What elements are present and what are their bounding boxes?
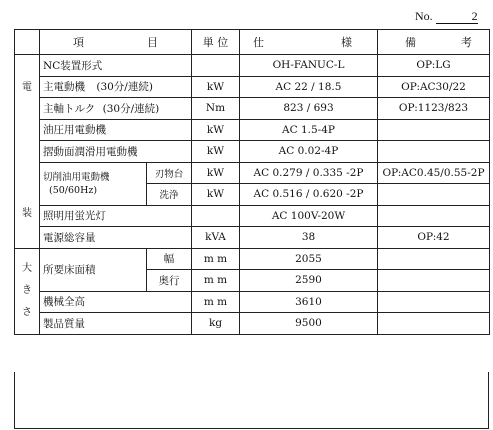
row-item: 照明用蛍光灯 [40,205,192,227]
blank-notes-area [14,372,489,429]
row-spec: OH-FANUC-L [240,55,378,77]
row-item: 所要床面積 [40,248,147,291]
page-number [415,9,478,24]
row-unit: kg [192,313,240,335]
row-subitem: 洗浄 [147,184,192,206]
row-item: 主電動機 (30分/連続) [40,76,192,98]
row-item: 油圧用電動機 [40,119,192,141]
spec-table [14,29,490,335]
row-remark [378,270,490,292]
row-unit [192,55,240,77]
row-remark [378,248,490,270]
table-row [15,227,490,249]
row-unit: kW [192,141,240,163]
table-row [15,141,490,163]
row-item: 製品質量 [40,313,192,335]
header-unit: 単 位 [192,30,240,55]
row-spec: 9500 [240,313,378,335]
row-remark [378,205,490,227]
row-item: 切削油用電動機 (50/60Hz) [40,162,147,205]
table-row [15,76,490,98]
row-item: 主軸トルク (30分/連続) [40,98,192,120]
row-spec: AC 0.02-4P [240,141,378,163]
table-row [15,248,490,270]
row-spec: 2590 [240,270,378,292]
row-spec: 823 / 693 [240,98,378,120]
row-unit: kW [192,76,240,98]
table-row [15,55,490,77]
row-remark: OP:1123/823 [378,98,490,120]
row-item: NC装置形式 [40,55,192,77]
row-subitem: 幅 [147,248,192,270]
row-unit: Nm [192,98,240,120]
row-unit: kW [192,162,240,184]
row-spec: AC 100V-20W [240,205,378,227]
row-item: 電源総容量 [40,227,192,249]
row-item: 摺動面潤滑用電動機 [40,141,192,163]
row-remark [378,291,490,313]
row-unit [192,205,240,227]
row-unit: kW [192,119,240,141]
row-unit: m m [192,291,240,313]
row-spec: 38 [240,227,378,249]
row-spec: 2055 [240,248,378,270]
row-unit: m m [192,270,240,292]
row-remark [378,119,490,141]
table-row [15,98,490,120]
header-row [15,30,490,55]
row-remark [378,184,490,206]
row-remark: OP:AC30/22 [378,76,490,98]
header-item: 項 目 [40,30,192,55]
row-remark [378,141,490,163]
page-number-label: No. [415,9,433,23]
table-row [15,119,490,141]
header-blank [15,30,40,55]
group-size: 大 き さ [15,248,40,334]
row-spec: AC 1.5-4P [240,119,378,141]
table-row [15,205,490,227]
header-spec: 仕 様 [240,30,378,55]
header-remarks: 備 考 [378,30,490,55]
row-unit: m m [192,248,240,270]
row-spec: AC 0.279 / 0.335 -2P [240,162,378,184]
row-subitem: 刃物台 [147,162,192,184]
row-remark: OP:42 [378,227,490,249]
row-unit: kW [192,184,240,206]
row-subitem: 奥行 [147,270,192,292]
row-remark [378,313,490,335]
row-spec: AC 0.516 / 0.620 -2P [240,184,378,206]
row-remark: OP:LG [378,55,490,77]
row-remark: OP:AC0.45/0.55-2P [378,162,490,184]
row-spec: AC 22 / 18.5 [240,76,378,98]
table-row [15,313,490,335]
page-number-value: 2 [436,10,478,24]
row-item: 機械全高 [40,291,192,313]
table-row [15,162,490,184]
group-electrical: 電 装 [15,55,40,249]
row-unit: kVA [192,227,240,249]
table-row [15,291,490,313]
row-spec: 3610 [240,291,378,313]
